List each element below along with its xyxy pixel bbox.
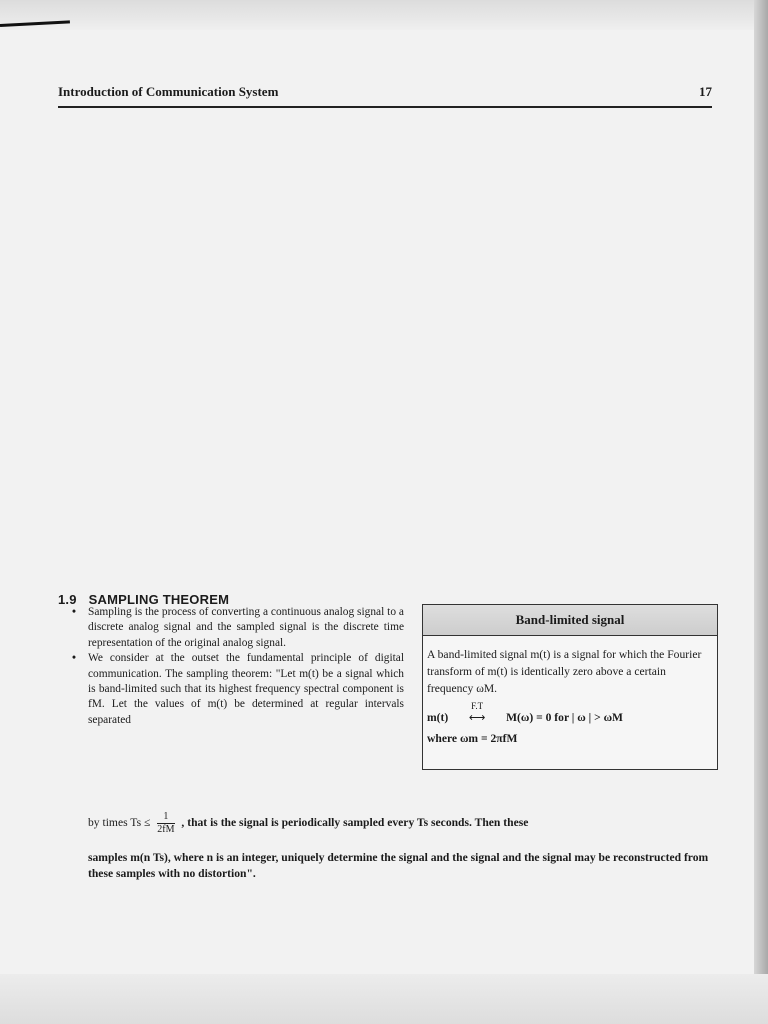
bullet-list bbox=[72, 605, 404, 728]
fraction-denominator: 2fM bbox=[157, 824, 175, 835]
box-body bbox=[423, 636, 717, 747]
running-title: Introduction of Communication System bbox=[58, 84, 279, 99]
running-head bbox=[58, 84, 712, 106]
continuation-text bbox=[88, 811, 720, 882]
cont-pre: by times Ts ≤ bbox=[88, 816, 151, 830]
page-number: 17 bbox=[699, 84, 712, 99]
continuation-line-1 bbox=[88, 811, 720, 836]
header-rule bbox=[58, 106, 712, 108]
bullet-icon: • bbox=[72, 606, 76, 618]
where-equation: where ωm = 2πfM bbox=[427, 732, 518, 745]
fraction-numerator: 1 bbox=[157, 811, 174, 824]
bullet-text: We consider at the outset the fundamental principle of digital communication. The sampling theorem: "Let m(t) be a signal which is band-limited such that its highest frequency spectral component is fM. Let the values of m(t) be determined at regular intervals separated bbox=[88, 652, 404, 726]
definition-box bbox=[422, 604, 718, 770]
fraction bbox=[157, 811, 174, 836]
cont-post: , that is the signal is periodically sampled every Ts seconds. Then these bbox=[181, 816, 529, 830]
bullet-icon: • bbox=[72, 652, 76, 665]
eq-left: m(t) bbox=[427, 711, 449, 724]
continuation-line-2: samples m(n Ts), where n is an integer, uniquely determine the signal and the signal and the signal may be reconstructed from these samples with no distortion". bbox=[88, 851, 709, 880]
box-title: Band-limited signal bbox=[423, 605, 717, 636]
scan-top-edge bbox=[0, 0, 768, 30]
section-title: SAMPLING THEOREM bbox=[88, 592, 230, 607]
box-text: A band-limited signal m(t) is a signal for which the Fourier transform of m(t) is identically zero above a certain frequency ωM. bbox=[427, 648, 702, 695]
list-item bbox=[72, 605, 404, 651]
scan-bottom-edge bbox=[0, 974, 768, 1024]
eq-right: M(ω) = 0 for | ω | > ωM bbox=[506, 711, 623, 724]
scan-right-edge bbox=[754, 0, 768, 1024]
fourier-arrow-label: F.T bbox=[471, 701, 484, 711]
bullet-text: Sampling is the process of converting a continuous analog signal to a discrete analog signal and the sampled signal is the discrete time representation of the original analog signal. bbox=[88, 606, 404, 649]
section-number: 1.9 bbox=[58, 592, 77, 607]
list-item bbox=[72, 651, 404, 728]
fourier-equation bbox=[427, 701, 713, 726]
fourier-arrow-icon: F.T ⟷ bbox=[451, 709, 503, 726]
